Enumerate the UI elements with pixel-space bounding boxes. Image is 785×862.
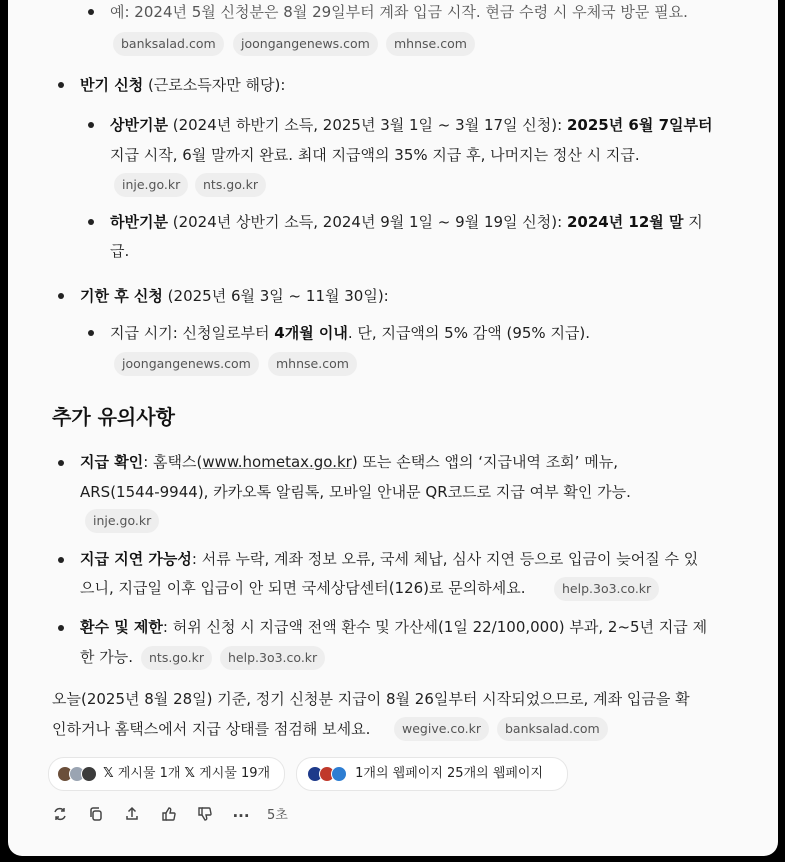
confirm-line2: ARS(1544-9944), 카카오톡 알림톡, 모바일 안내문 QR코드로 지급 여부 확인 가능. [80, 483, 631, 501]
source-chip[interactable]: banksalad.com [113, 32, 224, 56]
late-note: (2025년 6월 3일 ~ 11월 30일): [162, 287, 389, 305]
confirm-label: 지급 확인 [80, 453, 144, 471]
confirm-line1 [80, 451, 618, 473]
bullet [58, 293, 64, 299]
bullet [58, 460, 64, 466]
half-year-title: 반기 신청 [80, 76, 144, 94]
first-half-date: 2025년 6월 7일부터 [566, 116, 713, 134]
second-half-line1 [110, 211, 703, 233]
second-half-text: (2024년 상반기 소득, 2024년 9월 1일 ~ 9월 19일 신청): [167, 213, 567, 231]
refund-text: : 허위 신청 시 지급액 전액 환수 및 가산세(1일 22/100,000) 부과, 2~5년 지급 제 [162, 618, 708, 636]
posts-count-a: 게시물 1개 [117, 766, 181, 781]
first-half-text: (2024년 하반기 소득, 2025년 3월 1일 ~ 3월 17일 신청): [167, 116, 567, 134]
refund-line2: 한 가능. [80, 648, 134, 666]
first-half-label: 상반기분 [110, 116, 168, 134]
second-half-label: 하반기분 [110, 213, 168, 231]
source-chip[interactable]: nts.go.kr [195, 173, 266, 197]
refund-label: 환수 및 제한 [80, 618, 163, 636]
late-item [80, 285, 389, 307]
bullet [88, 9, 94, 15]
delay-text: : 서류 누락, 계좌 정보 오류, 국세 체납, 심사 지연 등으로 입금이 늦어질 수 있 [191, 550, 699, 568]
bullet [88, 219, 94, 225]
late-bold: 4개월 이내 [274, 324, 348, 342]
posts-count-b: 게시물 19개 [199, 766, 271, 781]
summary-line2: 인하거나 홈택스에서 지급 상태를 점검해 보세요. [52, 720, 371, 738]
source-chip[interactable]: help.3o3.co.kr [554, 577, 659, 601]
posts-sources-pill[interactable] [48, 757, 285, 791]
source-chip[interactable]: inje.go.kr [114, 173, 188, 197]
source-chip[interactable]: joongangenews.com [114, 352, 259, 376]
thumbs-up-icon[interactable] [159, 806, 179, 826]
late-title: 기한 후 신청 [80, 287, 163, 305]
delay-line1 [80, 548, 698, 570]
late-prefix: 지급 시기: 신청일로부터 [110, 324, 275, 342]
late-payment-line [110, 322, 590, 344]
avatar [81, 766, 97, 782]
response-card [8, 0, 778, 856]
favicon [331, 766, 347, 782]
more-icon[interactable]: ··· [232, 807, 250, 825]
avatars [57, 766, 97, 781]
share-icon[interactable] [122, 806, 142, 826]
source-chip[interactable]: nts.go.kr [141, 646, 212, 670]
bullet [58, 82, 64, 88]
copy-icon[interactable] [86, 806, 106, 826]
first-half-line1 [110, 114, 712, 136]
x-logo-icon: 𝕏 [103, 766, 114, 781]
cut-off-line: 예: 2024년 5월 신청분은 8월 29일부터 계좌 입금 시작. 현금 수령 시 우체국 방문 필요. [110, 3, 688, 21]
source-chip[interactable]: joongangenews.com [233, 32, 378, 56]
regenerate-icon[interactable] [50, 806, 70, 826]
summary-line1: 오늘(2025년 8월 28일) 기준, 정기 신청분 지급이 8월 26일부터 시작되었으므로, 계좌 입금을 확 [52, 690, 690, 708]
confirm-pre: : 홈택스( [143, 453, 203, 471]
bullet [58, 625, 64, 631]
web-sources-pill[interactable] [296, 757, 568, 791]
source-chip[interactable]: inje.go.kr [85, 509, 159, 533]
source-chip[interactable]: help.3o3.co.kr [220, 646, 325, 670]
refund-line1 [80, 616, 707, 638]
bullet [88, 330, 94, 336]
response-time: 5초 [267, 808, 288, 823]
delay-line2: 으니, 지급일 이후 입금이 안 되면 국세상담센터(126)로 문의하세요. [80, 579, 526, 597]
site-favicons [307, 766, 347, 781]
source-chip[interactable]: mhnse.com [386, 32, 475, 56]
half-year-item [80, 74, 285, 96]
half-year-note: (근로소득자만 해당): [143, 76, 286, 94]
source-chip[interactable]: wegive.co.kr [394, 717, 489, 741]
second-half-line2: 급. [110, 242, 130, 260]
bullet [58, 557, 64, 563]
second-half-tail: 지 [683, 213, 703, 231]
second-half-date: 2024년 12월 말 [566, 213, 684, 231]
hometax-link[interactable]: www.hometax.go.kr [202, 453, 352, 471]
source-chip[interactable]: banksalad.com [497, 717, 608, 741]
source-chip[interactable]: mhnse.com [268, 352, 357, 376]
web-pages-count: 1개의 웹페이지 25개의 웹페이지 [355, 766, 544, 781]
thumbs-down-icon[interactable] [195, 806, 215, 826]
first-half-line2: 지급 시작, 6월 말까지 완료. 최대 지급액의 35% 지급 후, 나머지는 정산 시 지급. [110, 146, 640, 164]
bullet [88, 122, 94, 128]
x-logo-icon: 𝕏 [184, 766, 196, 781]
late-suffix: . 단, 지급액의 5% 감액 (95% 지급). [347, 324, 591, 342]
section-heading: 추가 유의사항 [52, 405, 175, 429]
confirm-post: ) 또는 손택스 앱의 ‘지급내역 조회’ 메뉴, [351, 453, 618, 471]
delay-label: 지급 지연 가능성 [80, 550, 192, 568]
